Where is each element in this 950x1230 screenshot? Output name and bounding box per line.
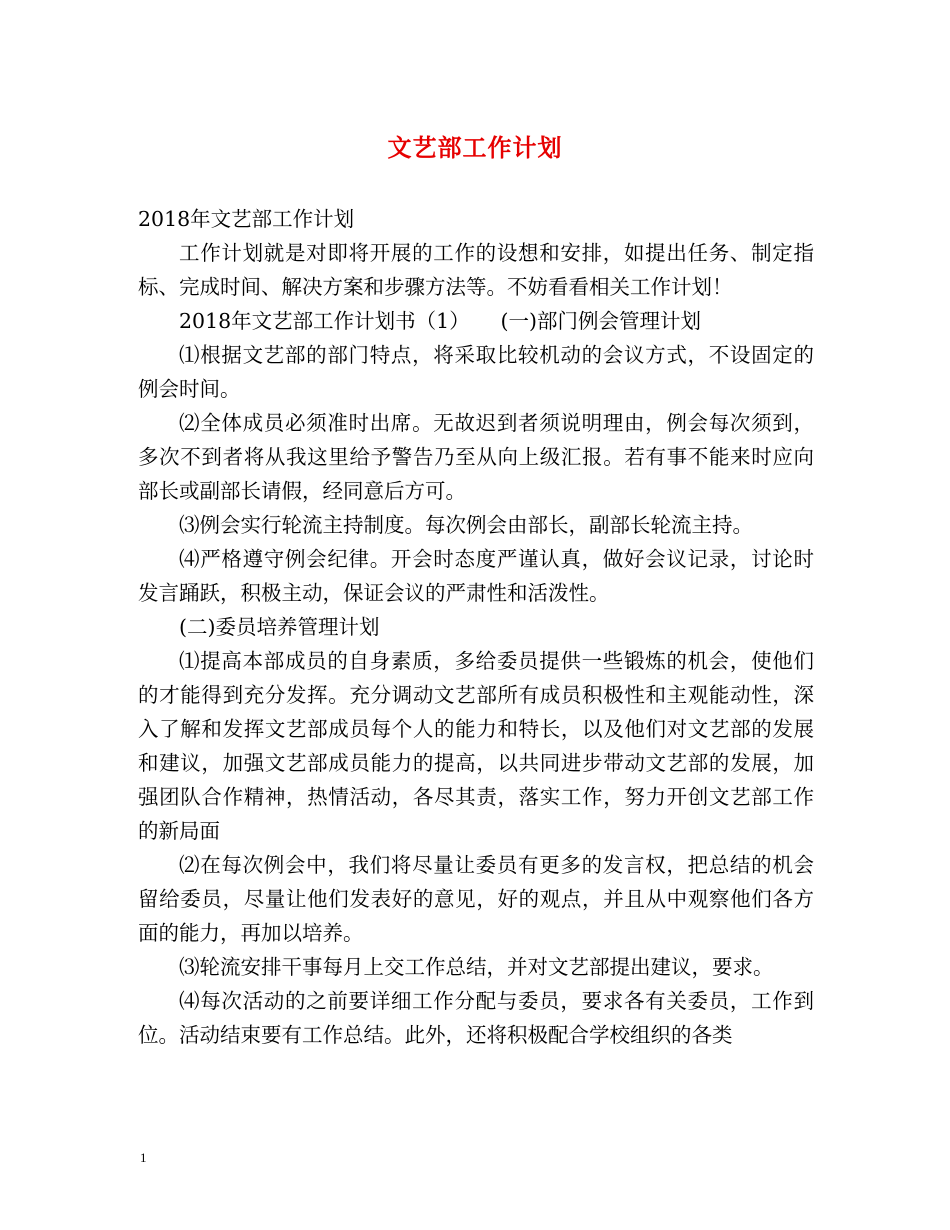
- paragraph: ⑷严格遵守例会纪律。开会时态度严谨认真，做好会议记录，讨论时发言踊跃，积极主动，保证会议的严肃性和活泼性。: [138, 547, 814, 605]
- paragraph: 2018年文艺部工作计划: [138, 207, 355, 231]
- paragraph: ⑴提高本部成员的自身素质，多给委员提供一些锻炼的机会，使他们的才能得到充分发挥。充分调动文艺部所有成员积极性和主观能动性，深入了解和发挥文艺部成员每个人的能力和特长，以及他们对文艺部的发展和建议，加强文艺部成员能力的提高，以共同进步带动文艺部的发展，加强团队合作精神，热情活动，各尽其责，落实工作，努力开创文艺部工作的新局面: [138, 649, 814, 843]
- paragraph: ⑶例会实行轮流主持制度。每次例会由部长，副部长轮流主持。: [179, 513, 753, 537]
- paragraph: 2018年文艺部工作计划书（1） (一)部门例会管理计划: [179, 309, 701, 333]
- page-number: 1: [140, 1150, 147, 1165]
- paragraph: ⑶轮流安排干事每月上交工作总结，并对文艺部提出建议，要求。: [179, 955, 774, 979]
- paragraph: ⑴根据文艺部的部门特点，将采取比较机动的会议方式，不设固定的例会时间。: [138, 343, 814, 401]
- document-title: 文艺部工作计划: [387, 133, 563, 162]
- paragraph: ⑵在每次例会中，我们将尽量让委员有更多的发言权，把总结的机会留给委员，尽量让他们发表好的意见，好的观点，并且从中观察他们各方面的能力，再加以培养。: [138, 853, 814, 945]
- paragraph: ⑷每次活动的之前要详细工作分配与委员，要求各有关委员，工作到位。活动结束要有工作总结。此外，还将积极配合学校组织的各类: [138, 989, 814, 1047]
- paragraph: ⑵全体成员必须准时出席。无故迟到者须说明理由，例会每次须到，多次不到者将从我这里给予警告乃至从向上级汇报。若有事不能来时应向部长或副部长请假，经同意后方可。: [138, 411, 814, 503]
- document-body: [138, 202, 814, 1052]
- paragraph: (二)委员培养管理计划: [179, 615, 380, 639]
- paragraph: 工作计划就是对即将开展的工作的设想和安排，如提出任务、制定指标、完成时间、解决方案和步骤方法等。不妨看看相关工作计划！: [138, 241, 814, 299]
